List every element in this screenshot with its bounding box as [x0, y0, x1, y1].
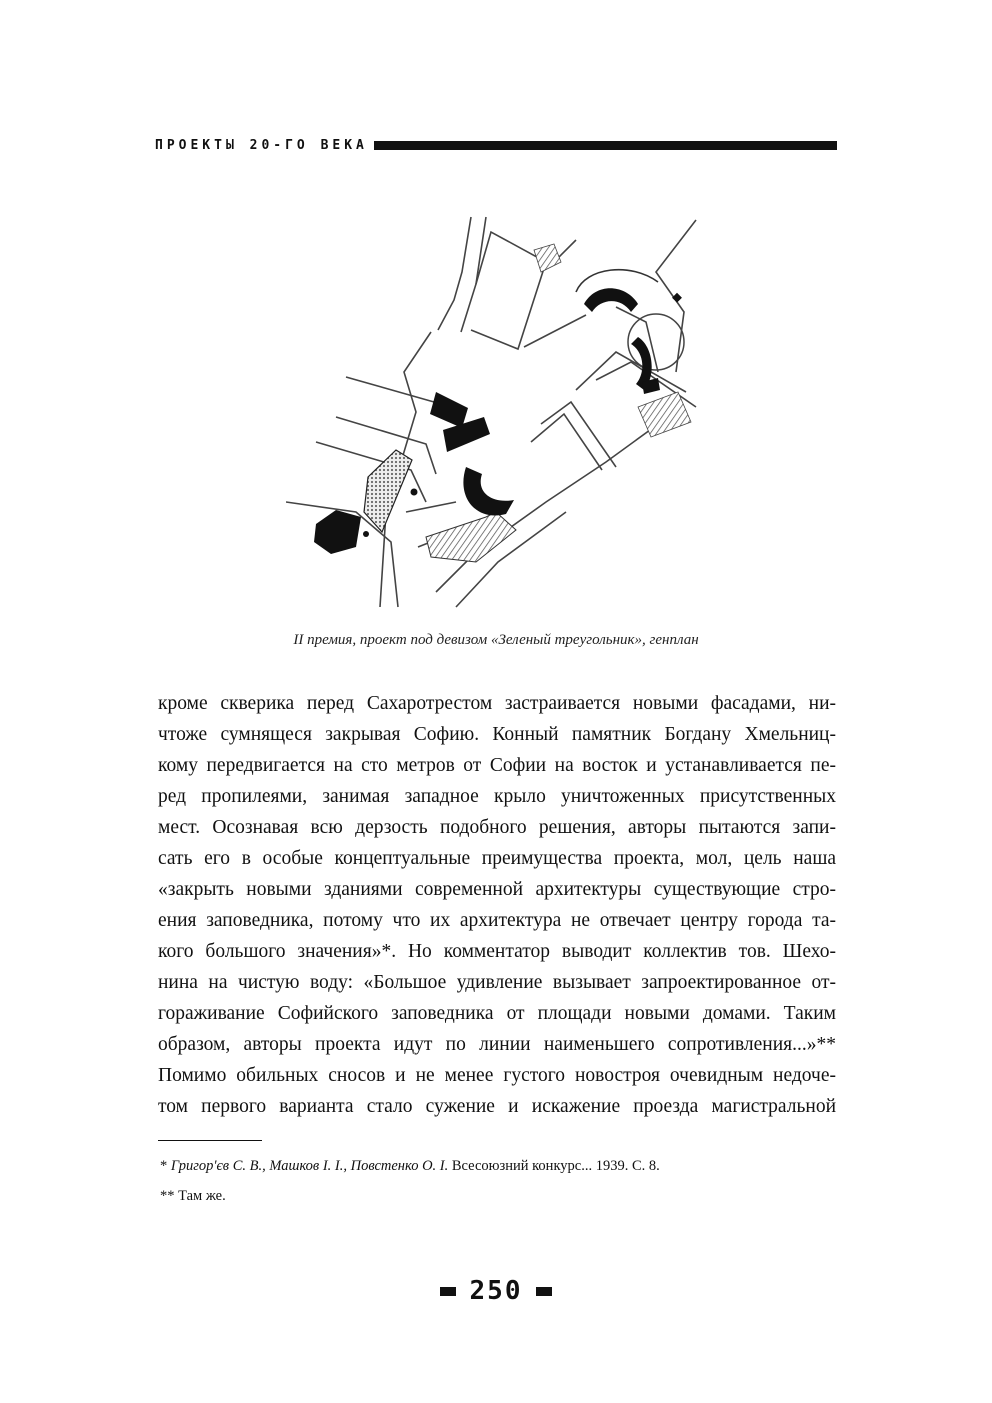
figure-caption: II премия, проект под девизом «Зеленый треугольник», генплан	[293, 632, 699, 648]
page-number-ornament-right	[536, 1287, 552, 1296]
header-rule	[374, 141, 837, 150]
footnote-2	[160, 1188, 226, 1205]
footnote-marker: *	[160, 1158, 168, 1174]
text-line: гораживание Софийского заповедника от площади новыми домами. Таким	[158, 1003, 836, 1024]
footnote-text: Там же.	[178, 1188, 226, 1204]
text-line: ения заповедника, потому что их архитектура не отвечает центру города та-	[158, 910, 836, 931]
text-line: кого большого значения»*. Но комментатор выводит коллектив тов. Шехо-	[158, 941, 836, 962]
running-header-title: ПРОЕКТЫ 20-ГО ВЕКА	[155, 137, 368, 153]
text-line: мест. Осознавая всю дерзость подобного решения, авторы пытаются запи-	[158, 817, 836, 838]
text-line: сать его в особые концептуальные преимущества проекта, мол, цель наша	[158, 848, 836, 869]
text-line: образом, авторы проекта идут по линии наименьшего сопротивления...»**	[158, 1034, 836, 1055]
text-line: том первого варианта стало сужение и искажение проезда магистральной	[158, 1096, 836, 1117]
body-text	[158, 688, 836, 1122]
footnote-text: Всесоюзний конкурс... 1939. С. 8.	[451, 1158, 660, 1174]
page-number-ornament-left	[440, 1287, 456, 1296]
footnote-marker: **	[160, 1188, 175, 1204]
running-header	[155, 136, 837, 154]
text-line: нина на чистую воду: «Большое удивление вызывает запроектированное от-	[158, 972, 836, 993]
text-line: Помимо обильных сносов и не менее густого новостроя очевидным недоче-	[158, 1065, 836, 1086]
page-number-text: 250	[469, 1276, 523, 1306]
text-line: кроме скверика перед Сахаротрестом застраивается новыми фасадами, ни-	[158, 693, 836, 714]
footnote-1	[160, 1158, 660, 1175]
page-number	[0, 1276, 992, 1306]
site-plan-figure	[286, 212, 706, 612]
text-line: кому передвигается на сто метров от Софии на восток и устанавливается пе-	[158, 755, 836, 776]
footnote-authors: Григор'єв С. В., Машков І. І., Повстенко О. І.	[170, 1158, 449, 1174]
text-line: «закрыть новыми зданиями современной архитектуры существующие стро-	[158, 879, 836, 900]
text-line: ред пропилеями, занимая западное крыло уничтоженных присутственных	[158, 786, 836, 807]
footnote-separator	[158, 1140, 262, 1141]
site-plan-drawing	[286, 212, 706, 612]
text-line: чтоже сумнящеся закрывая Софию. Конный памятник Богдану Хмельниц-	[158, 724, 836, 745]
